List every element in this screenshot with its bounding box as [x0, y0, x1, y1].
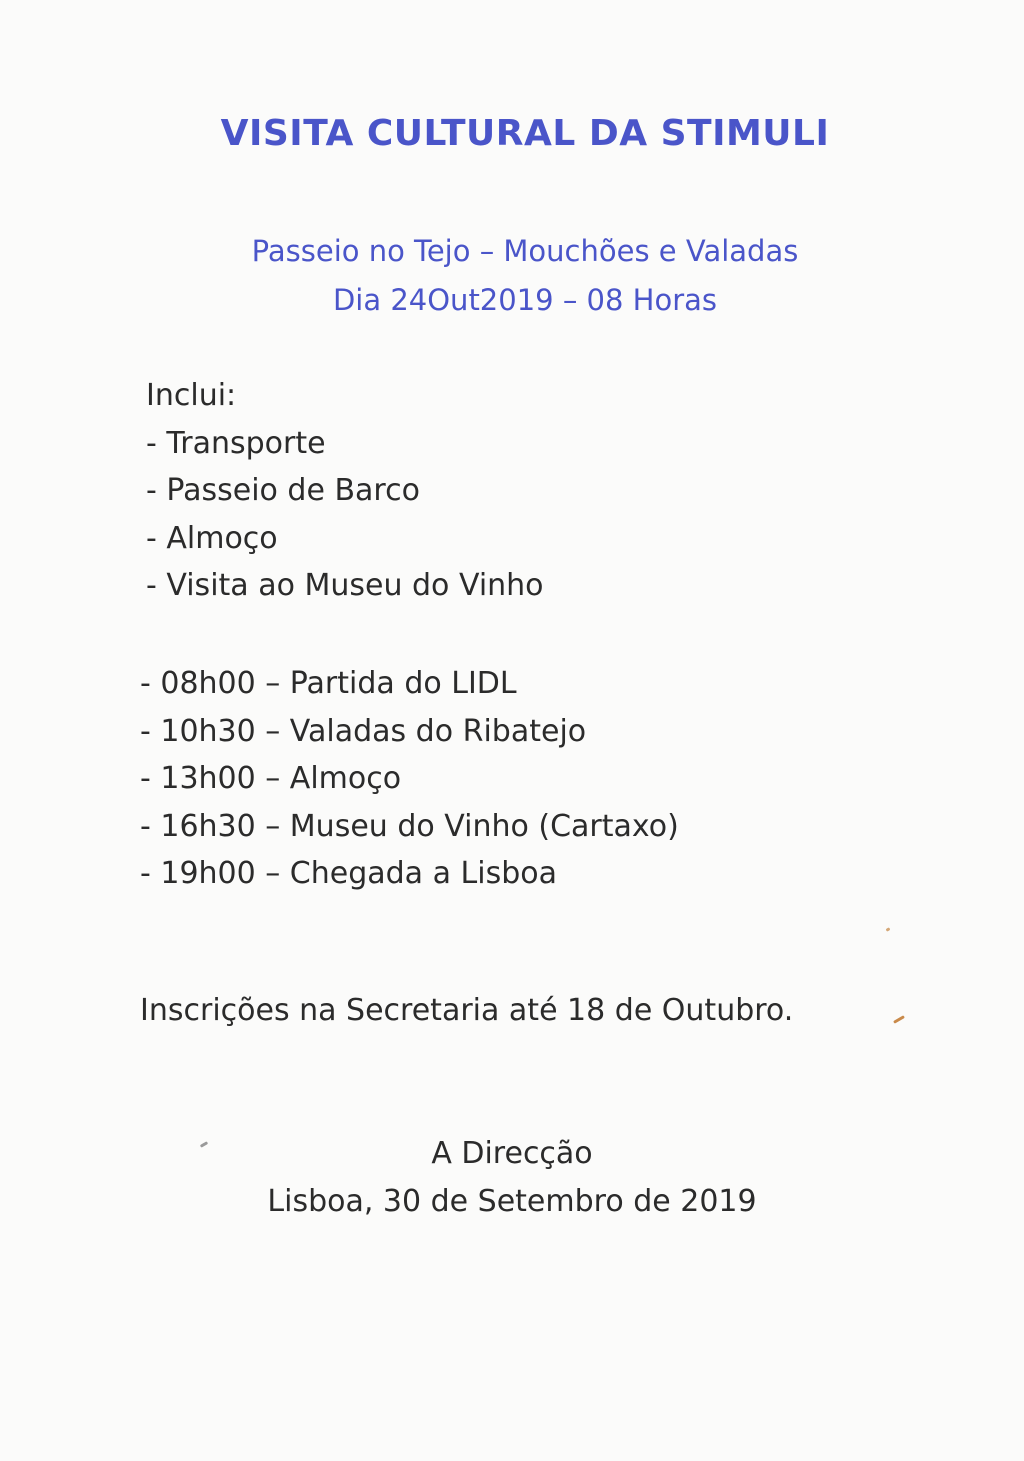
document-title: VISITA CULTURAL DA STIMULI: [220, 113, 830, 154]
paper-speck: [893, 1015, 905, 1024]
list-item: - Almoço: [146, 520, 278, 556]
registration-deadline: Inscrições na Secretaria até 18 de Outubro.: [140, 993, 794, 1028]
schedule-item: - 10h30 – Valadas do Ribatejo: [140, 713, 587, 749]
subtitle-trip: Passeio no Tejo – Mouchões e Valadas: [251, 234, 799, 268]
paper-speck: [886, 927, 891, 932]
includes-heading: Inclui:: [146, 378, 237, 413]
includes-section: [146, 372, 544, 610]
place-date: Lisboa, 30 de Setembro de 2019: [267, 1184, 757, 1219]
list-item: - Passeio de Barco: [146, 473, 420, 508]
schedule-item: - 19h00 – Chegada a Lisboa: [140, 856, 557, 891]
schedule-section: [140, 660, 679, 898]
list-item: - Visita ao Museu do Vinho: [146, 568, 544, 603]
subtitle-date: Dia 24Out2019 – 08 Horas: [332, 283, 718, 317]
schedule-item: - 13h00 – Almoço: [140, 761, 402, 796]
schedule-item: - 08h00 – Partida do LIDL: [140, 666, 517, 701]
signature: A Direcção: [431, 1136, 593, 1171]
schedule-item: - 16h30 – Museu do Vinho (Cartaxo): [140, 808, 679, 844]
list-item: - Transporte: [146, 425, 326, 461]
